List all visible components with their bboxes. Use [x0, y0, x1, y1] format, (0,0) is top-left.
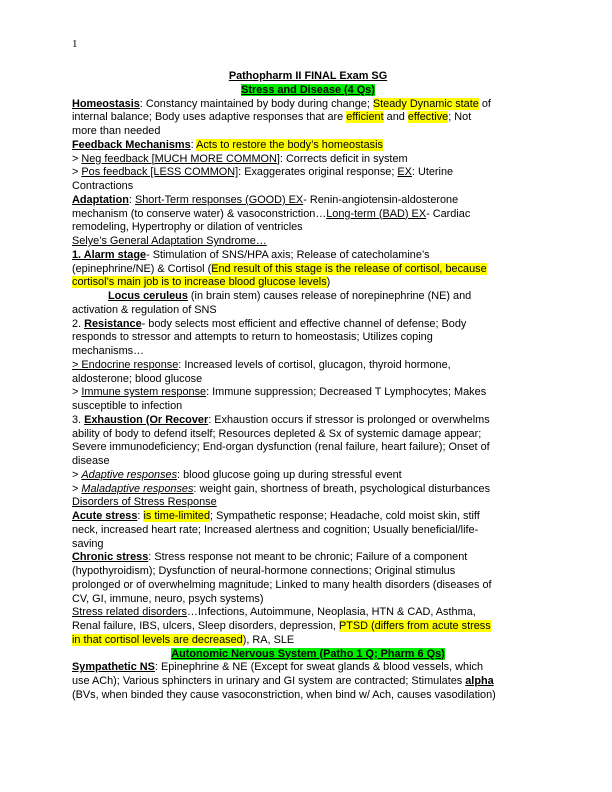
text-run: ; Not [448, 111, 472, 124]
text-line [72, 469, 544, 483]
text-run: > [72, 468, 82, 481]
text-run: Pathopharm II FINAL Exam SG [228, 70, 388, 82]
disorders-heading: Disorders of Stress Response [72, 496, 217, 509]
text-run: Autonomic Nervous System (Patho 1 Q; Pharm 6 Qs) [171, 647, 445, 660]
text-run: Chronic stress [72, 551, 149, 564]
text-run: and [383, 111, 408, 124]
text-run: : Increased levels of cortisol, glucagon, thyroid hormone, [178, 358, 451, 371]
text-run: 2. [72, 317, 85, 330]
text-run: Resistance [84, 317, 142, 330]
text-line [72, 139, 544, 153]
text-run: Immune system response [81, 386, 207, 399]
text-run: Long-term (BAD) EX [326, 207, 427, 220]
text-line [72, 98, 544, 112]
text-run: PTSD (differs from acute stress [338, 620, 491, 632]
text-run: Locus ceruleus [108, 290, 188, 302]
text-line [72, 153, 544, 167]
text-line [72, 359, 544, 373]
text-run: is time-limited [143, 510, 211, 522]
exhaustion-paragraph [72, 414, 544, 497]
text-run: : [190, 138, 197, 151]
text-run: internal balance; Body uses adaptive responses that are [72, 111, 347, 124]
text-run: > [72, 152, 82, 165]
text-run: Sympathetic NS [72, 661, 155, 674]
text-line [72, 483, 544, 497]
text-run: : weight gain, shortness of breath, psychological disturbances [193, 482, 491, 495]
text-line [72, 318, 544, 332]
section-heading-ans [72, 648, 544, 662]
text-line: saving [72, 537, 104, 550]
text-run: : Exhaustion occurs if stressor is prolonged or overwhelms [208, 413, 490, 426]
text-run: Pos feedback [LESS COMMON] [81, 166, 239, 179]
text-run: alpha [465, 675, 494, 687]
text-line: aldosterone; blood glucose [72, 372, 203, 385]
text-line [72, 166, 544, 180]
text-run: Exhaustion (Or Recover [84, 413, 209, 426]
text-run: 3. [72, 413, 85, 426]
acute-stress-paragraph [72, 510, 544, 551]
text-run: …Infections, Autoimmune, Neoplasia, HTN & CAD, Asthma, [187, 606, 476, 619]
text-run: in that cortisol levels are decreased [72, 633, 243, 646]
text-run: Maladaptive responses [81, 482, 194, 495]
text-run: : blood glucose going up during stressful event [177, 468, 402, 481]
alarm-stage-paragraph [72, 249, 544, 290]
section-heading-stress [72, 84, 544, 98]
resistance-paragraph [72, 318, 544, 414]
text-run: - body selects most efficient and effective channel of defense; Body [141, 317, 467, 330]
text-run: Stress and Disease (4 Qs) [241, 83, 375, 96]
text-run: Acute stress [72, 510, 138, 522]
text-line [72, 208, 544, 222]
text-line [72, 111, 544, 125]
adaptation-paragraph [72, 194, 544, 235]
stress-related-disorders-paragraph [72, 606, 544, 647]
text-run: - Renin-angiotensin-aldosterone [303, 193, 459, 206]
text-line [72, 290, 544, 304]
text-run: : [137, 510, 144, 522]
text-line: Contractions [72, 180, 134, 192]
text-line: more than needed [72, 125, 161, 137]
text-line: responds to stressor and attempts to return to homeostasis; Utilizes coping [72, 331, 433, 344]
text-run: EX [397, 166, 412, 179]
text-run: Renal failure, IBS, ulcers, Sleep disorders, depression, [72, 620, 339, 632]
text-run: > [72, 166, 82, 179]
text-run: : Stress response not meant to be chronic; Failure of a component [148, 551, 468, 564]
text-run: Adaptation [72, 193, 129, 206]
text-run: use ACh); Various sphincters in urinary and GI system are contracted; Stimulates [72, 675, 466, 687]
text-line: remodeling, Hypertrophy or dilation of ventricles [72, 221, 303, 234]
chronic-stress-paragraph [72, 551, 544, 606]
text-run: mechanism (to conserve water) & vasoconstriction… [72, 207, 327, 220]
text-run: (epinephrine/NE) & Cortisol ( [72, 262, 212, 275]
text-line [72, 620, 544, 634]
text-run: 1. Alarm stage [72, 248, 147, 261]
text-run: - Cardiac [426, 207, 471, 220]
text-line [72, 276, 544, 290]
selye-heading: Selye’s General Adaptation Syndrome… [72, 235, 267, 247]
text-run: Short-Term responses (GOOD) EX [134, 193, 304, 206]
text-run: Stress related disorders [72, 606, 188, 619]
text-run: (in brain stem) causes release of norepinephrine (NE) and [187, 290, 472, 302]
text-run: : Uterine [411, 166, 454, 179]
text-run: Endocrine response [78, 358, 179, 371]
text-run: ; Sympathetic response; Headache, cold moist skin, stiff [210, 510, 480, 522]
text-line [72, 661, 544, 675]
text-run: Adaptive responses [81, 468, 178, 481]
text-line [72, 634, 544, 648]
text-line: mechanisms… [72, 345, 145, 357]
document-body [72, 70, 544, 703]
text-line: disease [72, 455, 110, 467]
homeostasis-paragraph [72, 98, 544, 139]
text-run: of [478, 97, 491, 110]
text-run: > [72, 386, 82, 399]
text-run: ) [326, 276, 331, 289]
text-line [72, 510, 544, 524]
text-line: prolonged or of overwhelming magnitude; Linked to many health disorders (diseases of [72, 578, 492, 591]
text-line [72, 194, 544, 208]
text-line: neck, increased heart rate; Increased alertness and cognition; Usually beneficial/life- [72, 523, 479, 536]
text-run: > [72, 358, 79, 371]
text-run: : Epinephrine & NE (Except for sweat glands & blood vessels, which [154, 661, 484, 674]
text-run: Acts to restore the body’s homeostasis [196, 138, 383, 151]
text-run: : Constancy maintained by body during change; [139, 97, 373, 110]
feedback-paragraph [72, 139, 544, 194]
text-run: : Corrects deficit in system [279, 152, 408, 165]
text-line [72, 551, 544, 565]
text-run: : [128, 193, 135, 206]
text-run: : Exaggerates original response; [238, 166, 398, 179]
text-line: susceptible to infection [72, 400, 183, 412]
text-line: (BVs, when binded they cause vasoconstriction, when bind w/ Ach, causes vasodilation) [72, 688, 496, 701]
text-run: Neg feedback [MUCH MORE COMMON] [81, 152, 280, 165]
text-run: Homeostasis [72, 97, 140, 110]
text-run: Feedback Mechanisms [72, 138, 191, 151]
text-line [72, 675, 544, 689]
page-number: 1 [72, 38, 78, 50]
text-line: activation & regulation of SNS [72, 303, 217, 316]
text-run: efficient [346, 111, 384, 124]
text-run: cortisol’s main job is to increase blood glucose levels [72, 276, 327, 289]
text-line [72, 386, 544, 400]
text-run: > [72, 482, 82, 495]
locus-ceruleus-paragraph [72, 290, 544, 318]
text-run: : Immune suppression; Decreased T Lymphocytes; Makes [206, 386, 487, 399]
text-line [72, 414, 544, 428]
text-line [72, 249, 544, 263]
text-line: (hypothyroidism); Dysfunction of neural-hormone connections; Original stimulus [72, 565, 456, 577]
text-run: effective [407, 111, 449, 124]
doc-title [72, 70, 544, 84]
sympathetic-ns-paragraph [72, 661, 544, 702]
text-run: End result of this stage is the release of cortisol, because [211, 262, 487, 275]
text-run: Steady Dynamic state [372, 97, 479, 110]
text-line [72, 263, 544, 277]
text-run: ), RA, SLE [242, 633, 295, 646]
text-line: Severe immunodeficiency; End-organ dysfunction (renal failure, heart failure); Onset of [72, 441, 490, 454]
text-line: ability of body to defend itself; Resources depleted & Sx of systemic damage appear; [72, 427, 482, 440]
text-line [72, 606, 544, 620]
text-line: CV, GI, immune, neuro, psych systems) [72, 592, 264, 605]
text-run: - Stimulation of SNS/HPA axis; Release of catecholamine’s [146, 248, 430, 261]
